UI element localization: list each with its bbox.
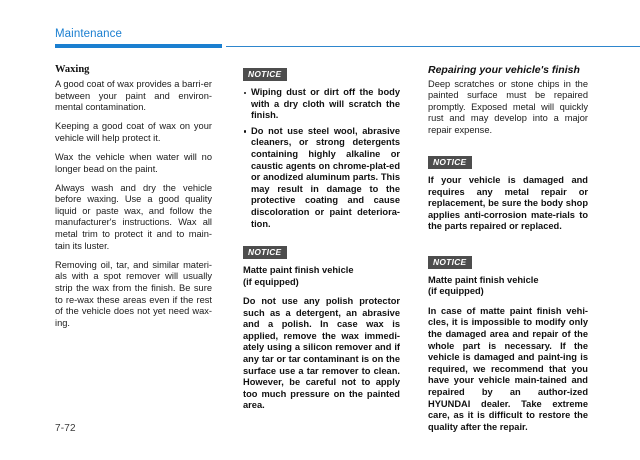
block-spacer xyxy=(428,240,588,252)
page-title: Maintenance xyxy=(55,28,122,40)
notice-block xyxy=(243,64,400,230)
paragraph: Wax the vehicle when water will no longer bead on the paint. xyxy=(55,151,212,174)
column-right xyxy=(428,64,588,440)
list-item: Do not use steel wool, abrasive cleaners, or strong detergents containing highly alkaline or caustic agents on chrome-plat-ed or anodized aluminum parts. This may result in damage to the protective coating and cause discoloration or paint deteriora-tion. xyxy=(243,126,400,230)
notice-heading xyxy=(428,275,588,298)
header-accent-bar xyxy=(55,44,222,48)
section-heading-waxing: Waxing xyxy=(55,64,90,75)
column-left xyxy=(55,64,212,329)
paragraph: Deep scratches or stone chips in the painted surface must be repaired promptly. Exposed metal will quickly rust and may develop into a major repair expense. xyxy=(428,78,588,135)
section-heading-repairing-finish: Repairing your vehicle's finish xyxy=(428,64,580,76)
notice-body: In case of matte paint finish vehi-cles, it is impossible to modify only the damaged area and repair of the whole part is necessary. If the vehicle is damaged and paint-ing is required, we recommend that you have your vehicle main-tained and repaired by an author-ized HYUNDAI dealer. Take extreme care, as it is difficult to restore the quality after the repair. xyxy=(428,305,588,432)
notice-badge: NOTICE xyxy=(428,156,472,169)
notice-badge: NOTICE xyxy=(243,246,287,259)
notice-heading xyxy=(243,265,400,288)
notice-heading-line2: (if equipped) xyxy=(243,276,299,287)
list-item: Wiping dust or dirt off the body with a dry cloth will scratch the finish. xyxy=(243,87,400,122)
notice-block xyxy=(428,252,588,433)
paragraph: Always wash and dry the vehicle before waxing. Use a good quality liquid or paste wax, and follow the manufacturer's instructions. Wax all metal trim to protect it and to main-tain its luster. xyxy=(55,182,212,251)
page-header xyxy=(0,28,640,50)
notice-body: If your vehicle is damaged and requires any metal repair or replacement, be sure the body shop applies anti-corrosion mate-rials to the parts repaired or replaced. xyxy=(428,174,588,232)
header-rule-line xyxy=(226,46,640,47)
notice-badge: NOTICE xyxy=(243,68,287,81)
paragraph: Keeping a good coat of wax on your vehicle will help protect it. xyxy=(55,121,212,143)
block-spacer xyxy=(243,230,400,242)
notice-heading-line1: Matte paint finish vehicle xyxy=(243,265,354,276)
column-middle xyxy=(243,64,400,419)
notice-badge: NOTICE xyxy=(428,256,472,269)
notice-body: Do not use any polish protector such as a detergent, an abrasive and a polish. In case wax is applied, remove the wax immedi-ately using a silicon remover and if any tar or tar contaminant is on the surface use a tar remover to clean. However, be careful not to apply too much pressure on the painted area. xyxy=(243,295,400,411)
notice-heading-line2: (if equipped) xyxy=(428,286,484,297)
paragraph: Removing oil, tar, and similar materi-als with a spot remover will usually strip the wax from the finish. Be sure to re-wax these areas even if the rest of the vehicle does not yet need wax-ing. xyxy=(55,259,212,328)
notice-heading-line1: Matte paint finish vehicle xyxy=(428,274,539,285)
paragraph: A good coat of wax provides a barri-er between your paint and environ-mental contamination. xyxy=(55,79,212,113)
notice-block xyxy=(243,242,400,412)
notice-bullet-list xyxy=(243,87,400,230)
block-spacer xyxy=(428,144,588,152)
notice-block xyxy=(428,152,588,233)
page-number: 7-72 xyxy=(55,423,76,434)
